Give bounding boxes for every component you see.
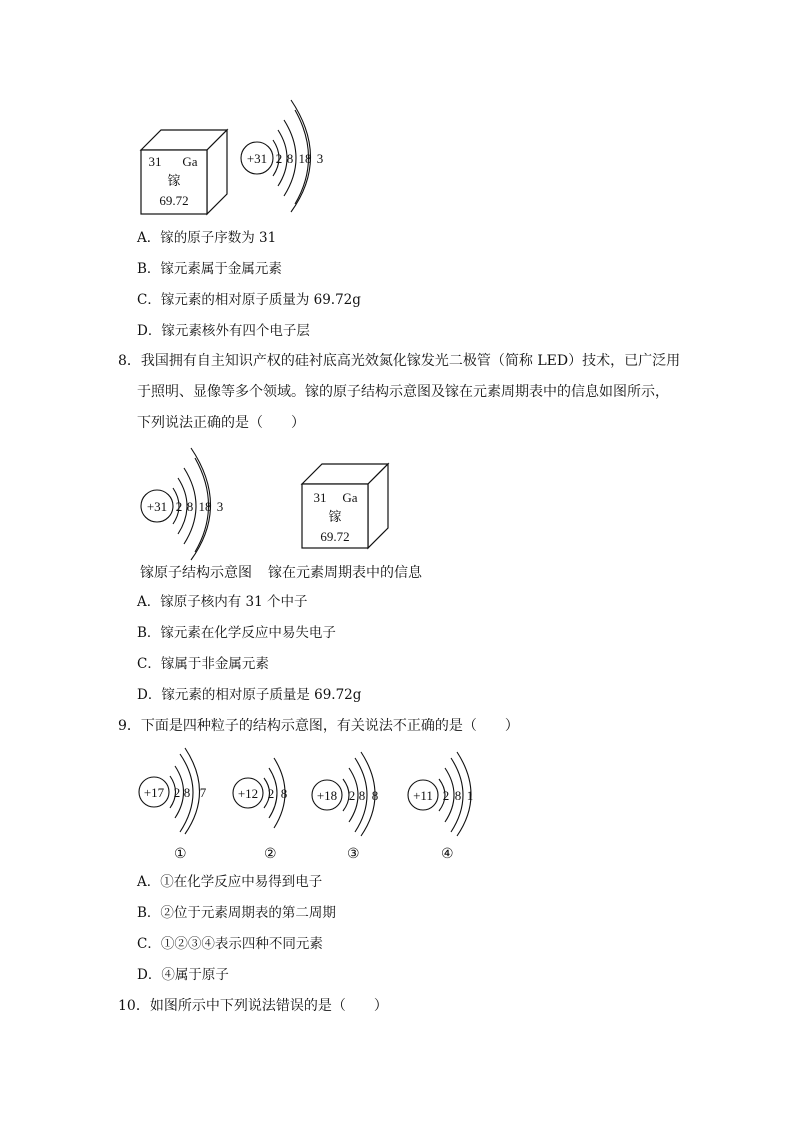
q8-caption-left: 镓原子结构示意图 [140, 565, 252, 581]
q9-option-a: A．①在化学反应中易得到电子 [137, 874, 323, 890]
q7-shell-2: 8 [286, 151, 294, 166]
q9-p3-shell-1: 2 [348, 788, 356, 803]
q8-element-name: 镓 [328, 509, 342, 524]
q8-element-symbol: Ga [342, 490, 358, 505]
q8-shell-3: 18 [198, 499, 212, 514]
q9-option-d: D．④属于原子 [137, 967, 229, 983]
q8-stem-line-1: 8．我国拥有自主知识产权的硅衬底高光效氮化镓发光二极管（简称 LED）技术，已广泛用 [118, 353, 681, 369]
q7-element-name: 镓 [167, 173, 181, 188]
q8-option-c: C．镓属于非金属元素 [137, 656, 269, 672]
q9-p1-label: ① [174, 846, 187, 862]
q8-option-a: A．镓原子核内有 31 个中子 [137, 594, 308, 610]
q7-option-d: D．镓元素核外有四个电子层 [137, 323, 310, 339]
q9-p1-shell-2: 8 [183, 785, 191, 800]
q9-p3-shell-2: 8 [358, 788, 366, 803]
q9-particle-4-diagram [405, 750, 487, 838]
q9-particle-3-diagram [309, 750, 393, 838]
q7-atomic-number: 31 [148, 154, 162, 169]
q7-nucleus: +31 [246, 151, 268, 166]
q7-atom-diagram [238, 96, 338, 214]
q9-p4-shell-3: 1 [466, 788, 474, 803]
q9-p1-shell-1: 2 [173, 785, 181, 800]
q9-p2-shell-2: 8 [280, 786, 288, 801]
q7-element-cube [138, 126, 230, 216]
q9-p1-shell-3: 7 [199, 785, 207, 800]
q9-p4-label: ④ [441, 846, 454, 862]
q8-caption-right: 镓在元素周期表中的信息 [268, 565, 422, 581]
q9-p4-nucleus: +11 [413, 788, 433, 803]
q8-shell-1: 2 [175, 499, 183, 514]
q8-atom-diagram [138, 444, 238, 562]
q9-p4-shell-2: 8 [454, 788, 462, 803]
q7-option-a: A．镓的原子序数为 31 [137, 230, 277, 246]
q9-p3-nucleus: +18 [316, 788, 338, 803]
q7-shell-3: 18 [298, 151, 312, 166]
q9-p3-label: ③ [347, 846, 360, 862]
q8-shell-2: 8 [186, 499, 194, 514]
q9-p2-nucleus: +12 [237, 786, 259, 801]
q9-p2-shell-1: 2 [267, 786, 275, 801]
q9-p1-nucleus: +17 [143, 785, 165, 800]
q8-atomic-mass: 69.72 [320, 529, 350, 544]
q9-stem: 9．下面是四种粒子的结构示意图，有关说法不正确的是（ ） [118, 718, 519, 734]
q8-option-b: B．镓元素在化学反应中易失电子 [137, 625, 336, 641]
q7-option-c: C．镓元素的相对原子质量为 69.72g [137, 292, 361, 308]
q10-stem: 10．如图所示中下列说法错误的是（ ） [118, 998, 388, 1014]
q7-element-symbol: Ga [182, 154, 198, 169]
q9-p2-label: ② [264, 846, 277, 862]
q9-p3-shell-3: 8 [371, 788, 379, 803]
q7-shell-4: 3 [316, 151, 324, 166]
q8-atomic-number: 31 [313, 490, 327, 505]
q8-stem-line-3: 下列说法正确的是（ ） [137, 415, 305, 431]
q8-nucleus: +31 [146, 499, 168, 514]
q9-option-c: C．①②③④表示四种不同元素 [137, 936, 323, 952]
q7-shell-1: 2 [275, 151, 283, 166]
q8-option-d: D．镓元素的相对原子质量是 69.72g [137, 687, 362, 703]
q9-option-b: B．②位于元素周期表的第二周期 [137, 905, 336, 921]
q7-atomic-mass: 69.72 [159, 193, 189, 208]
q8-stem-line-2: 于照明、显像等多个领域。镓的原子结构示意图及镓在元素周期表中的信息如图所示， [137, 384, 669, 400]
q9-p4-shell-1: 2 [442, 788, 450, 803]
q7-option-b: B．镓元素属于金属元素 [137, 261, 282, 277]
q8-element-cube [299, 460, 391, 550]
q9-particle-1-diagram [136, 746, 216, 836]
q8-shell-4: 3 [216, 499, 224, 514]
q9-particle-2-diagram [230, 756, 292, 830]
